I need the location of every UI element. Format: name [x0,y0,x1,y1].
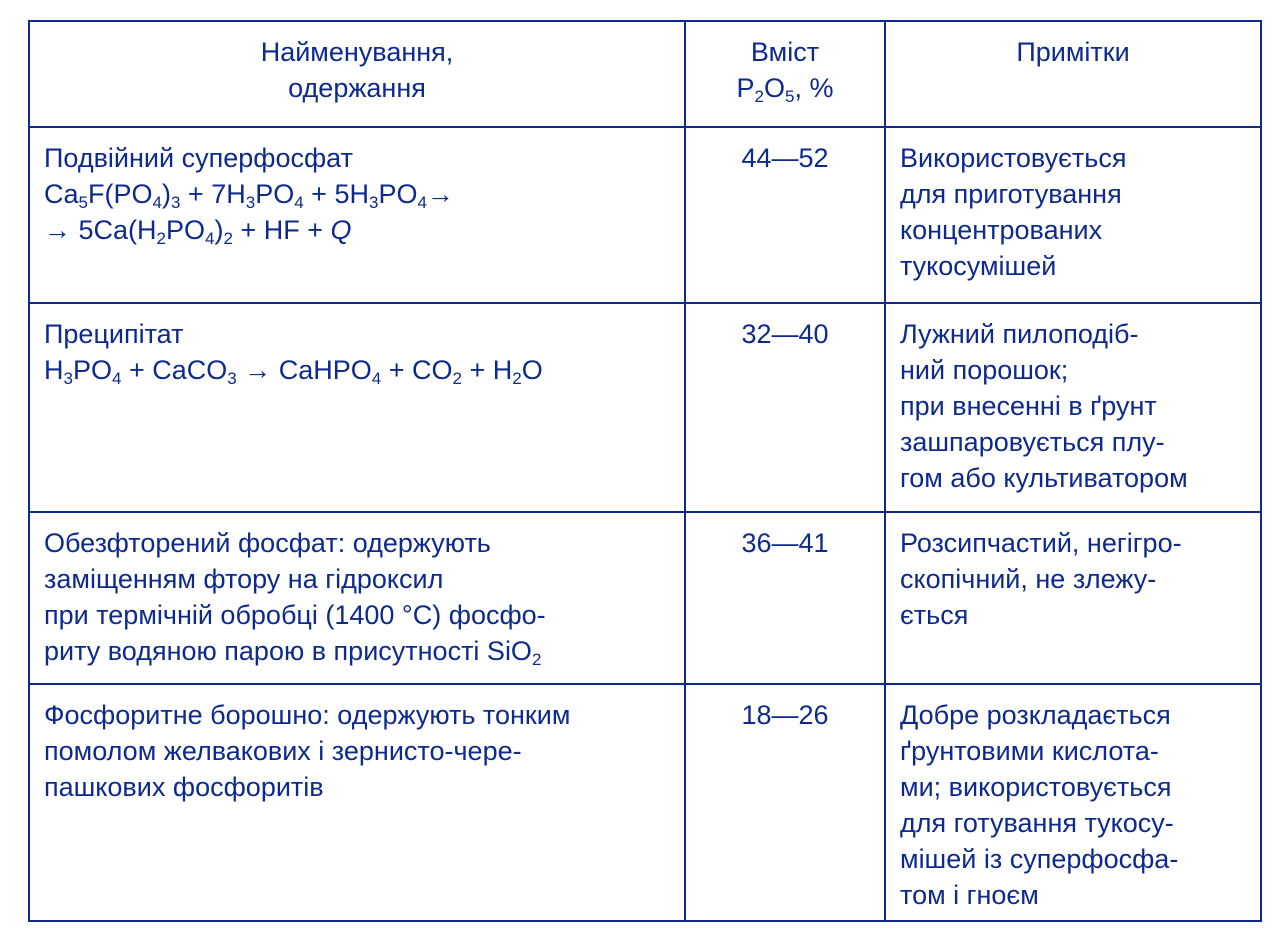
header-content-line2: $P_2O_5$, % [736,73,834,106]
row-name: Фосфоритне борошно: одержують тонким [44,700,571,730]
notes-cell [885,127,1261,303]
value-cell [685,684,885,921]
name-cell [29,512,685,684]
header-content-line1: Вміст [750,37,820,67]
note-line: Добре розкладається [900,700,1171,730]
note-line: Лужний пилоподіб- [900,319,1139,349]
notes-cell [885,684,1261,921]
table-header-row [29,21,1261,127]
notes-cell [885,303,1261,512]
note-line: Розсипчастий, негігро- [900,528,1182,558]
note-line: для приготування [900,179,1122,209]
name-cell [29,303,685,512]
reaction-equation: $H_3PO_4$ + CaCO$_3$ → CaHPO$_4$ + $CO_2 + H_2O$ [44,355,543,388]
note-line: ґрунтовими кислота- [900,736,1159,766]
note-line: концентрованих [900,215,1103,245]
description-line: заміщенням фтору на гідроксил [44,564,444,594]
description-line: пашкових фосфоритів [44,772,324,802]
note-line: для готування тукосу- [900,808,1174,838]
note-line: ми; використовується [900,772,1172,802]
note-line: Використовується [900,143,1127,173]
name-cell [29,684,685,921]
table-row [29,512,1261,684]
p2o5-content-value: 32—40 [741,319,829,349]
p2o5-content-value: 44—52 [741,143,829,173]
name-cell [29,127,685,303]
note-line: том і гноєм [900,880,1039,910]
note-line: мішей із суперфосфа- [900,844,1179,874]
note-line: скопічний, не злежу- [900,564,1157,594]
header-name-line1: Найменування, [260,37,454,67]
header-content-cell [685,21,885,127]
note-line: гом або культиватором [900,463,1188,493]
note-line: ний порошок; [900,355,1069,385]
row-name: Преципітат [44,319,184,349]
table-row [29,684,1261,921]
row-name: Обезфторений фосфат: одержують [44,528,491,558]
note-line: тукосумішей [900,251,1057,281]
header-notes-cell [885,21,1261,127]
notes-cell [885,512,1261,684]
value-cell [685,303,885,512]
p2o5-content-value: 18—26 [741,700,829,730]
note-line: ється [900,600,969,630]
description-line: при термічній обробці (1400 °С) фосфо- [44,600,546,630]
note-line: зашпаровується плу- [900,427,1165,457]
reaction-equation-line2: → $5Ca(H_2PO_4)_2$ + HF + Q [44,215,352,248]
description-line: помолом желвакових і зернисто-чере- [44,736,522,766]
description-line: риту водяною парою в присутності SiO$_2$ [44,636,542,669]
table-row [29,303,1261,512]
reaction-equation-line1: $Ca_5F(PO_4)_3 + 7H_3PO_4 + 5H_3PO_4\to$ [44,179,454,212]
header-notes: Примітки [1016,37,1130,67]
phosphate-fertilizers-table [28,20,1262,922]
p2o5-content-value: 36—41 [741,528,829,558]
value-cell [685,512,885,684]
table-row [29,127,1261,303]
value-cell [685,127,885,303]
note-line: при внесенні в ґрунт [900,391,1157,421]
header-name-cell [29,21,685,127]
row-name: Подвійний суперфосфат [44,143,353,173]
header-name-line2: одержання [288,73,426,103]
